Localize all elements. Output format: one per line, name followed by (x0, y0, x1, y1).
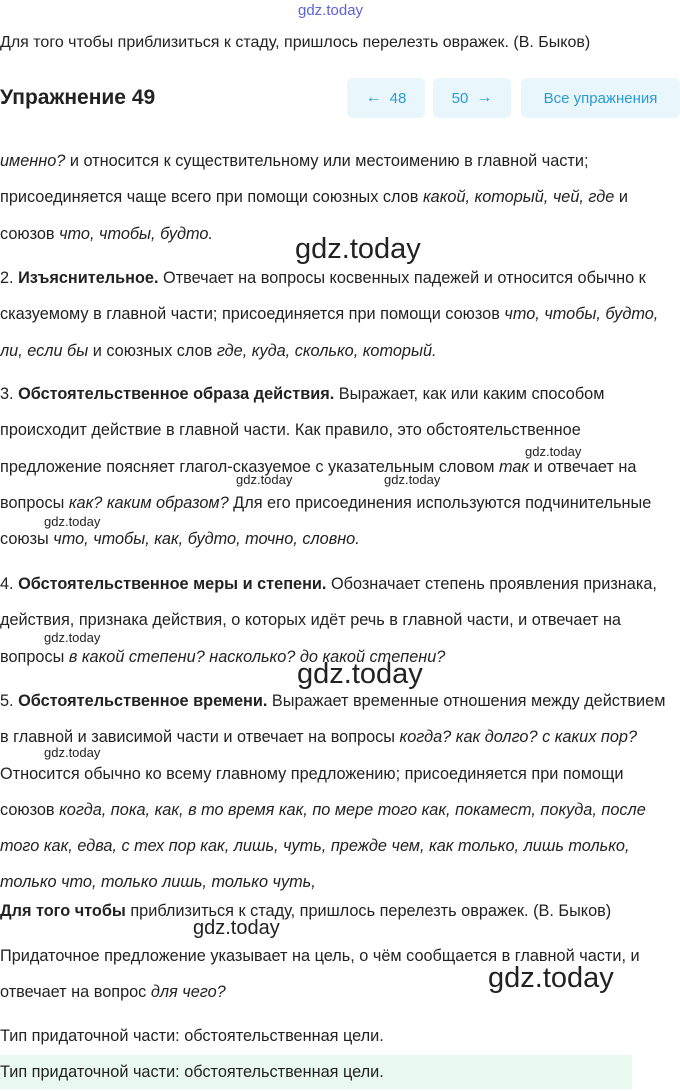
watermark-small-1: gdz.today (525, 444, 582, 459)
watermark-big-1: gdz.today (295, 233, 421, 265)
watermark-small-4: gdz.today (44, 514, 101, 529)
answer-sentence: Для того чтобы приблизиться к стаду, пришлось перелезть овражек. (В. Быков) (0, 902, 612, 920)
theory-paragraph-4: 4. Обстоятельственное меры и степени. Обозначает степень проявления признака, действия, признака действия, о которых идёт речь в главной части, и отвечает на вопросы в какой степени? насколько? до какой степени? (0, 575, 657, 666)
next-exercise-label: 50 (451, 89, 469, 107)
watermark-small-6: gdz.today (44, 745, 101, 760)
watermark-small-2: gdz.today (236, 472, 293, 487)
watermark-big-3: gdz.today (488, 962, 614, 994)
watermark-small-3: gdz.today (384, 472, 441, 487)
task-sentence: Для того чтобы приблизиться к стаду, пришлось перелезть овражек. (В. Быков) (0, 34, 591, 51)
prev-exercise-label: 48 (389, 89, 407, 107)
arrow-right-icon: → (476, 89, 493, 106)
all-exercises-label: Все упражнения (543, 89, 658, 107)
watermark-mid-1: gdz.today (193, 917, 280, 939)
arrow-left-icon: ← (365, 89, 382, 106)
answer-type-highlight: Тип придаточной части: обстоятельственная цели. (0, 1055, 632, 1089)
all-exercises-button[interactable] (521, 78, 680, 118)
theory-paragraph-2: 2. Изъяснительное. Отвечает на вопросы косвенных падежей и относится обычно к сказуемому в главной части; присоединяется при помощи союзов что, чтобы, будто, ли, если бы и союзных слов где, куда, сколько, который. (0, 269, 659, 360)
watermark-big-2: gdz.today (297, 658, 423, 690)
answer-type-line: Тип придаточной части: обстоятельственная цели. (0, 1027, 384, 1045)
watermark-small-5: gdz.today (44, 630, 101, 645)
answer-explanation: Придаточное предложение указывает на цель, о чём сообщается в главной части, и отвечает на вопрос для чего? (0, 947, 640, 1002)
theory-paragraph-5: 5. Обстоятельственное времени. Выражает временные отношения между действием в главной и зависимой части и отвечает на вопросы когда? как долго? с каких пор? Относится обычно ко всему главному предложению; присоединяется при помощи союзов когда, пока, как, в то время как, по мере того как, покамест, покуда, после того как, едва, с тех пор как, лишь, чуть, прежде чем, как только, лишь только, только что, только лишь, только чуть, (0, 692, 666, 892)
top-watermark: gdz.today (298, 2, 364, 19)
next-exercise-button[interactable] (433, 78, 511, 118)
page-title: Упражнение 49 (0, 86, 156, 109)
prev-exercise-button[interactable] (347, 78, 425, 118)
theory-paragraph-1: именно? и относится к существительному или местоимению в главной части; присоединяется чаще всего при помощи союзных слов какой, который, чей, где и союзов что, чтобы, будто. (0, 152, 628, 243)
theory-paragraph-3: 3. Обстоятельственное образа действия. Выражает, как или каким способом происходит действие в главной части. Как правило, это обстоятельственное предложение поясняет глагол-сказуемое с указательным словом так и отвечает на вопросы как? каким образом? Для его присоединения используются подчинительные союзы что, чтобы, как, будто, точно, словно. (0, 385, 652, 549)
